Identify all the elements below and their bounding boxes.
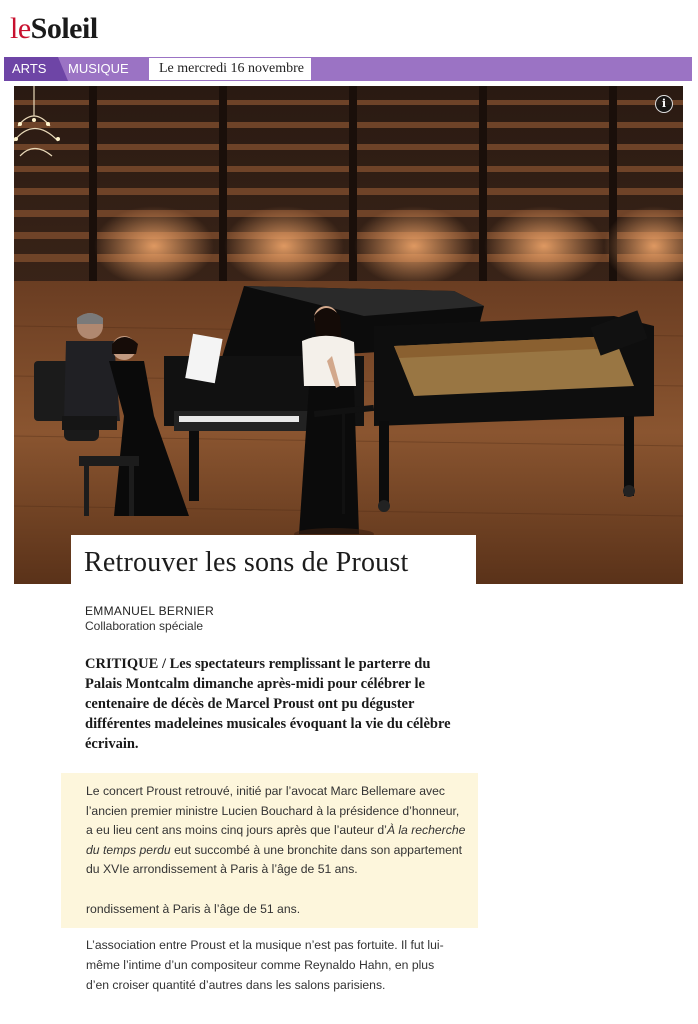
headline-box bbox=[71, 535, 476, 587]
author-role: Collaboration spéciale bbox=[85, 619, 204, 633]
highlight-paragraph-repeat: rondissement à Paris à l’âge de 51 ans. bbox=[86, 902, 301, 916]
byline bbox=[85, 604, 214, 634]
section-bar bbox=[4, 57, 692, 81]
book-title: À la recherche du temps perdu bbox=[86, 823, 466, 857]
article-title: Retrouver les sons de Proust bbox=[84, 547, 409, 578]
highlight-text-start: Le concert Proust retrouvé, initié par l’avocat Marc Bellemare avec l’ancien premier ministre Lucien Bouchard à la présidence d’honneur, a eu lieu cent ans moins cinq jours après que l’auteur d’ bbox=[86, 784, 460, 837]
site-logo[interactable] bbox=[10, 12, 98, 46]
logo-soleil: Soleil bbox=[30, 12, 98, 45]
subsection-tag-musique[interactable]: MUSIQUE bbox=[68, 61, 129, 76]
highlight-text-end: eut succombé à une bronchite dans son appartement du XVIe arrondissement à Paris à l’âge de 51 ans. bbox=[86, 842, 463, 876]
info-icon[interactable]: i bbox=[655, 95, 673, 113]
section-tag-arts[interactable]: ARTS bbox=[4, 57, 58, 81]
highlight-paragraph bbox=[86, 782, 466, 880]
publication-date: Le mercredi 16 novembre bbox=[149, 58, 311, 80]
article-photo bbox=[14, 86, 683, 584]
highlight-box bbox=[61, 773, 478, 928]
body-paragraph: L’association entre Proust et la musique n’est pas fortuite. Il fut lui-même l’intime d’un compositeur comme Reynaldo Hahn, en plus d’en croiser quantité d’autres dans les salons parisiens. bbox=[86, 938, 444, 992]
logo-le: le bbox=[10, 12, 31, 45]
author-name[interactable]: EMMANUEL BERNIER bbox=[85, 604, 215, 618]
article-lead: CRITIQUE / Les spectateurs remplissant le parterre du Palais Montcalm dimanche après-midi pour célébrer le centenaire de décès de Marcel Proust ont pu déguster différentes madeleines musicales évoquant la vie du célèbre écrivain. bbox=[85, 656, 451, 752]
